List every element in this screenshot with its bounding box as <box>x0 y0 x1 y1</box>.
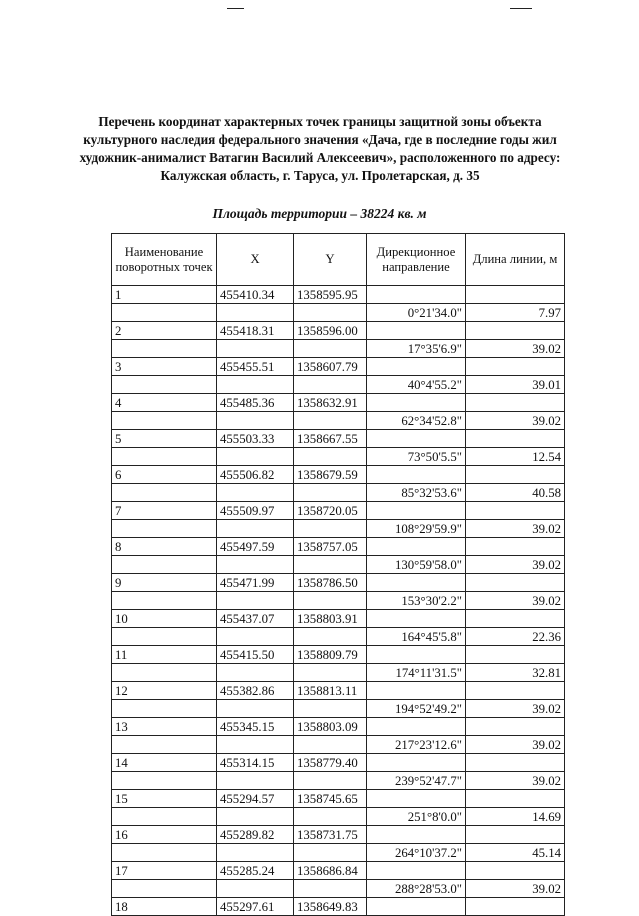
direction-angle: 239°52'47.7" <box>367 772 466 790</box>
x-coordinate <box>217 880 294 898</box>
direction-angle: 217°23'12.6" <box>367 736 466 754</box>
direction-angle: 264°10'37.2" <box>367 844 466 862</box>
line-length: 39.02 <box>466 520 565 538</box>
direction-angle <box>367 358 466 376</box>
x-coordinate <box>217 340 294 358</box>
x-coordinate <box>217 844 294 862</box>
x-coordinate <box>217 772 294 790</box>
line-length <box>466 538 565 556</box>
header-y: Y <box>294 234 367 286</box>
x-coordinate: 455497.59 <box>217 538 294 556</box>
x-coordinate <box>217 628 294 646</box>
header-point-name: Наименование поворотных точек <box>112 234 217 286</box>
y-coordinate <box>294 592 367 610</box>
direction-angle <box>367 826 466 844</box>
line-length: 39.02 <box>466 340 565 358</box>
direction-angle: 288°28'53.0" <box>367 880 466 898</box>
table-row <box>112 394 565 412</box>
line-length <box>466 322 565 340</box>
point-number <box>112 304 217 322</box>
line-length: 39.02 <box>466 556 565 574</box>
point-number <box>112 592 217 610</box>
x-coordinate: 455345.15 <box>217 718 294 736</box>
table-row <box>112 448 565 466</box>
table-header-row <box>112 234 565 286</box>
table-row <box>112 862 565 880</box>
direction-angle <box>367 430 466 448</box>
x-coordinate: 455415.50 <box>217 646 294 664</box>
y-coordinate <box>294 772 367 790</box>
y-coordinate <box>294 484 367 502</box>
point-number <box>112 376 217 394</box>
direction-angle: 40°4'55.2" <box>367 376 466 394</box>
x-coordinate <box>217 556 294 574</box>
y-coordinate: 1358649.83 <box>294 898 367 916</box>
header-x: X <box>217 234 294 286</box>
y-coordinate: 1358596.00 <box>294 322 367 340</box>
x-coordinate: 455503.33 <box>217 430 294 448</box>
x-coordinate: 455297.61 <box>217 898 294 916</box>
title-line-4: Калужская область, г. Таруса, ул. Пролетарская, д. 35 <box>160 168 480 183</box>
y-coordinate: 1358779.40 <box>294 754 367 772</box>
line-length <box>466 718 565 736</box>
x-coordinate: 455485.36 <box>217 394 294 412</box>
point-number: 14 <box>112 754 217 772</box>
x-coordinate <box>217 592 294 610</box>
line-length <box>466 466 565 484</box>
point-number: 7 <box>112 502 217 520</box>
point-number <box>112 412 217 430</box>
line-length: 45.14 <box>466 844 565 862</box>
table-row <box>112 808 565 826</box>
y-coordinate: 1358632.91 <box>294 394 367 412</box>
document-title <box>60 113 580 185</box>
x-coordinate: 455285.24 <box>217 862 294 880</box>
territory-area: Площадь территории – 38224 кв. м <box>212 206 427 221</box>
line-length: 39.02 <box>466 880 565 898</box>
line-length: 39.02 <box>466 592 565 610</box>
point-number <box>112 628 217 646</box>
x-coordinate: 455410.34 <box>217 286 294 304</box>
x-coordinate: 455418.31 <box>217 322 294 340</box>
direction-angle <box>367 394 466 412</box>
y-coordinate <box>294 808 367 826</box>
direction-angle: 85°32'53.6" <box>367 484 466 502</box>
table-row <box>112 322 565 340</box>
line-length <box>466 430 565 448</box>
y-coordinate <box>294 340 367 358</box>
page-top-mark-left <box>227 8 244 9</box>
point-number: 2 <box>112 322 217 340</box>
y-coordinate: 1358686.84 <box>294 862 367 880</box>
point-number: 8 <box>112 538 217 556</box>
direction-angle: 0°21'34.0" <box>367 304 466 322</box>
direction-angle <box>367 466 466 484</box>
direction-angle: 73°50'5.5" <box>367 448 466 466</box>
y-coordinate: 1358803.91 <box>294 610 367 628</box>
table-row <box>112 466 565 484</box>
line-length <box>466 682 565 700</box>
table-row <box>112 502 565 520</box>
table-row <box>112 880 565 898</box>
point-number <box>112 520 217 538</box>
y-coordinate: 1358745.65 <box>294 790 367 808</box>
line-length <box>466 862 565 880</box>
line-length: 39.01 <box>466 376 565 394</box>
y-coordinate: 1358803.09 <box>294 718 367 736</box>
table-row <box>112 592 565 610</box>
y-coordinate: 1358757.05 <box>294 538 367 556</box>
point-number <box>112 772 217 790</box>
point-number <box>112 448 217 466</box>
table-row <box>112 484 565 502</box>
line-length <box>466 898 565 916</box>
table-row <box>112 304 565 322</box>
direction-angle: 108°29'59.9" <box>367 520 466 538</box>
line-length <box>466 646 565 664</box>
x-coordinate: 455506.82 <box>217 466 294 484</box>
x-coordinate: 455471.99 <box>217 574 294 592</box>
point-number: 10 <box>112 610 217 628</box>
coordinates-table <box>111 233 565 916</box>
table-row <box>112 340 565 358</box>
table-row <box>112 646 565 664</box>
y-coordinate: 1358667.55 <box>294 430 367 448</box>
table-row <box>112 430 565 448</box>
direction-angle <box>367 718 466 736</box>
line-length <box>466 502 565 520</box>
direction-angle <box>367 538 466 556</box>
direction-angle: 174°11'31.5" <box>367 664 466 682</box>
table-row <box>112 412 565 430</box>
header-direction: Дирекционное направление <box>367 234 466 286</box>
table-row <box>112 376 565 394</box>
table-row <box>112 772 565 790</box>
direction-angle <box>367 574 466 592</box>
point-number <box>112 340 217 358</box>
x-coordinate <box>217 448 294 466</box>
direction-angle <box>367 646 466 664</box>
table-row <box>112 664 565 682</box>
y-coordinate <box>294 448 367 466</box>
direction-angle <box>367 754 466 772</box>
y-coordinate: 1358679.59 <box>294 466 367 484</box>
direction-angle: 17°35'6.9" <box>367 340 466 358</box>
title-line-3: художник-анималист Ватагин Василий Алексеевич», расположенного по адресу: <box>79 150 561 165</box>
table-row <box>112 898 565 916</box>
table-row <box>112 556 565 574</box>
table-row <box>112 682 565 700</box>
x-coordinate <box>217 664 294 682</box>
y-coordinate: 1358595.95 <box>294 286 367 304</box>
point-number: 3 <box>112 358 217 376</box>
x-coordinate: 455294.57 <box>217 790 294 808</box>
direction-angle <box>367 898 466 916</box>
y-coordinate <box>294 376 367 394</box>
x-coordinate <box>217 412 294 430</box>
y-coordinate: 1358607.79 <box>294 358 367 376</box>
y-coordinate: 1358813.11 <box>294 682 367 700</box>
x-coordinate <box>217 376 294 394</box>
point-number: 5 <box>112 430 217 448</box>
direction-angle <box>367 502 466 520</box>
line-length <box>466 754 565 772</box>
point-number <box>112 556 217 574</box>
point-number: 9 <box>112 574 217 592</box>
direction-angle <box>367 286 466 304</box>
line-length: 22.36 <box>466 628 565 646</box>
point-number: 11 <box>112 646 217 664</box>
direction-angle: 62°34'52.8" <box>367 412 466 430</box>
x-coordinate: 455437.07 <box>217 610 294 628</box>
direction-angle <box>367 610 466 628</box>
y-coordinate <box>294 628 367 646</box>
point-number: 1 <box>112 286 217 304</box>
y-coordinate <box>294 556 367 574</box>
point-number: 17 <box>112 862 217 880</box>
y-coordinate <box>294 880 367 898</box>
direction-angle <box>367 682 466 700</box>
y-coordinate <box>294 664 367 682</box>
line-length: 14.69 <box>466 808 565 826</box>
page-top-mark-right <box>510 8 532 9</box>
direction-angle <box>367 862 466 880</box>
line-length <box>466 394 565 412</box>
header-length: Длина линии, м <box>466 234 565 286</box>
table-row <box>112 754 565 772</box>
x-coordinate <box>217 700 294 718</box>
point-number: 12 <box>112 682 217 700</box>
line-length <box>466 358 565 376</box>
point-number <box>112 484 217 502</box>
y-coordinate <box>294 304 367 322</box>
direction-angle <box>367 322 466 340</box>
table-row <box>112 358 565 376</box>
point-number <box>112 736 217 754</box>
title-line-1: Перечень координат характерных точек границы защитной зоны объекта <box>98 114 542 129</box>
x-coordinate: 455289.82 <box>217 826 294 844</box>
line-length: 7.97 <box>466 304 565 322</box>
y-coordinate: 1358720.05 <box>294 502 367 520</box>
line-length <box>466 826 565 844</box>
y-coordinate <box>294 844 367 862</box>
table-row <box>112 538 565 556</box>
direction-angle <box>367 790 466 808</box>
point-number <box>112 844 217 862</box>
table-row <box>112 628 565 646</box>
line-length <box>466 574 565 592</box>
table-row <box>112 610 565 628</box>
line-length: 32.81 <box>466 664 565 682</box>
point-number: 16 <box>112 826 217 844</box>
point-number: 18 <box>112 898 217 916</box>
point-number <box>112 700 217 718</box>
table-row <box>112 718 565 736</box>
line-length: 12.54 <box>466 448 565 466</box>
table-row <box>112 790 565 808</box>
y-coordinate <box>294 736 367 754</box>
y-coordinate <box>294 700 367 718</box>
y-coordinate: 1358786.50 <box>294 574 367 592</box>
table-row <box>112 520 565 538</box>
direction-angle: 153°30'2.2" <box>367 592 466 610</box>
table-row <box>112 286 565 304</box>
point-number <box>112 664 217 682</box>
line-length <box>466 790 565 808</box>
table-row <box>112 574 565 592</box>
point-number <box>112 808 217 826</box>
table-row <box>112 736 565 754</box>
y-coordinate: 1358809.79 <box>294 646 367 664</box>
point-number: 13 <box>112 718 217 736</box>
x-coordinate <box>217 484 294 502</box>
direction-angle: 251°8'0.0" <box>367 808 466 826</box>
direction-angle: 164°45'5.8" <box>367 628 466 646</box>
line-length: 39.02 <box>466 700 565 718</box>
title-line-2: культурного наследия федерального значения «Дача, где в последние годы жил <box>83 132 557 147</box>
y-coordinate <box>294 412 367 430</box>
line-length: 40.58 <box>466 484 565 502</box>
point-number: 4 <box>112 394 217 412</box>
line-length <box>466 610 565 628</box>
point-number: 15 <box>112 790 217 808</box>
line-length <box>466 286 565 304</box>
table-row <box>112 844 565 862</box>
table-body <box>112 286 565 916</box>
direction-angle: 194°52'49.2" <box>367 700 466 718</box>
table-row <box>112 700 565 718</box>
table-row <box>112 826 565 844</box>
x-coordinate <box>217 304 294 322</box>
line-length: 39.02 <box>466 412 565 430</box>
x-coordinate: 455509.97 <box>217 502 294 520</box>
x-coordinate <box>217 736 294 754</box>
direction-angle: 130°59'58.0" <box>367 556 466 574</box>
point-number <box>112 880 217 898</box>
x-coordinate <box>217 520 294 538</box>
x-coordinate: 455455.51 <box>217 358 294 376</box>
y-coordinate <box>294 520 367 538</box>
x-coordinate: 455382.86 <box>217 682 294 700</box>
x-coordinate <box>217 808 294 826</box>
line-length: 39.02 <box>466 736 565 754</box>
line-length: 39.02 <box>466 772 565 790</box>
y-coordinate: 1358731.75 <box>294 826 367 844</box>
point-number: 6 <box>112 466 217 484</box>
x-coordinate: 455314.15 <box>217 754 294 772</box>
